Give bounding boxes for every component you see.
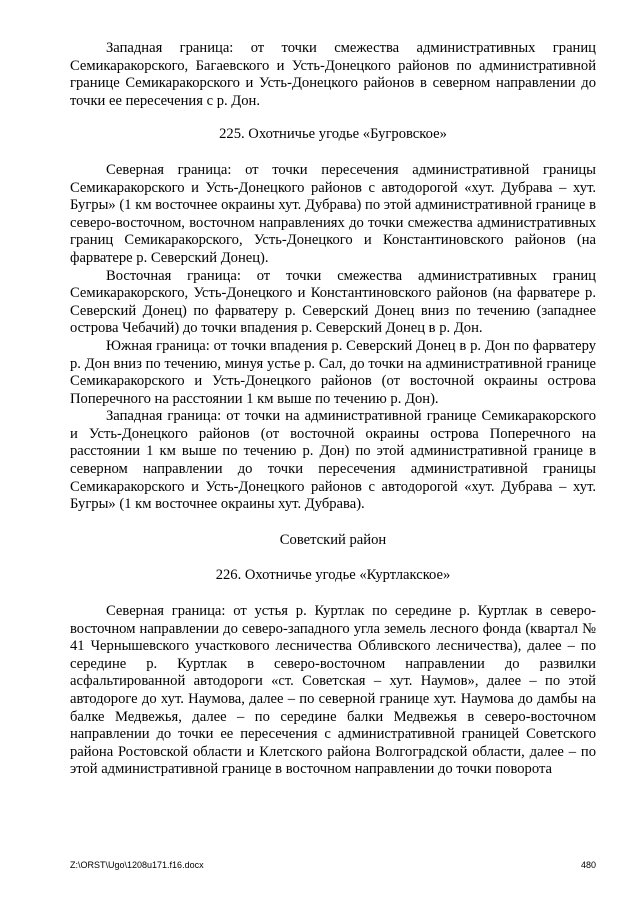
- paragraph-northern-border-226: Северная граница: от устья р. Куртлак по середине р. Куртлак в северо-восточном направлении до северо-западного угла земель лесного фонда (квартал № 41 Чернышевского участкового лесничества Обливского лесничества), далее – по середине р. Куртлак в северо-восточном направлении до развилки асфальтированной автодороги «ст. Советская – хут. Наумов», далее – по этой автодороге до хут. Наумова, далее – по северной границе хут. Наумова до дамбы на балке Медвежья, далее – по середине балки Медвежья в северо-восточном направлении до точки ее пересечения с административной границей Советского района Ростовской области и Клетского района Волгоградской области, далее – по этой административной границе в восточном направлении до точки поворота: [70, 603, 596, 778]
- paragraph-western-border-prev: Западная граница: от точки смежества административных границ Семикаракорского, Багаевского и Усть-Донецкого районов по административной границе Семикаракорского и Усть-Донецкого районов в северном направлении до точки ее пересечения с р. Дон.: [70, 40, 596, 109]
- paragraph-northern-border: Северная граница: от точки пересечения административной границы Семикаракорского и Усть-Донецкого районов с автодорогой «хут. Дубрава – хут. Бугры» (1 км восточнее окраины хут. Дубрава) по этой административной границе в северо-восточном, восточном направлениях до точки смежества административных границ Семикаракорского, Усть-Донецкого и Константиновского районов (на фарватере р. Северский Донец).: [70, 161, 596, 266]
- file-path: Z:\ORST\Ugo\1208u171.f16.docx: [70, 860, 204, 870]
- paragraph-southern-border: Южная граница: от точки впадения р. Северский Донец в р. Дон по фарватеру р. Дон вниз по течению, минуя устье р. Сал, до точки на административной границе Семикаракорского и Усть-Донецкого районов (от восточной окраины острова Поперечного на расстоянии 1 км выше по течению р. Дон).: [70, 337, 596, 407]
- district-heading: Советский район: [279, 531, 387, 548]
- page-footer: [70, 858, 596, 872]
- paragraph-eastern-border: Восточная граница: от точки смежества административных границ Семикаракорского, Усть-Донецкого и Константиновского районов (на фарватере р. Северский Донец) по фарватеру р. Северский Донец вниз по течению (западнее острова Чебачий) до точки впадения р. Северский Донец в р. Дон.: [70, 267, 596, 337]
- section-heading-225: 225. Охотничье угодье «Бугровское»: [219, 126, 447, 143]
- section-heading-226: 226. Охотничье угодье «Куртлакское»: [215, 567, 451, 584]
- paragraph-western-border: Западная граница: от точки на административной границе Семикаракорского и Усть-Донецкого районов (от восточной окраины острова Поперечного на расстоянии 1 км выше по течению р. Дон) по этой административной границе в северном направлении до точки пересечения административной границы Семикаракорского и Усть-Донецкого районов с автодорогой «хут. Дубрава – хут. Бугры» (1 км восточнее окраины хут. Дубрава).: [70, 408, 596, 513]
- document-body: [70, 40, 596, 779]
- page-number: 480: [580, 860, 596, 870]
